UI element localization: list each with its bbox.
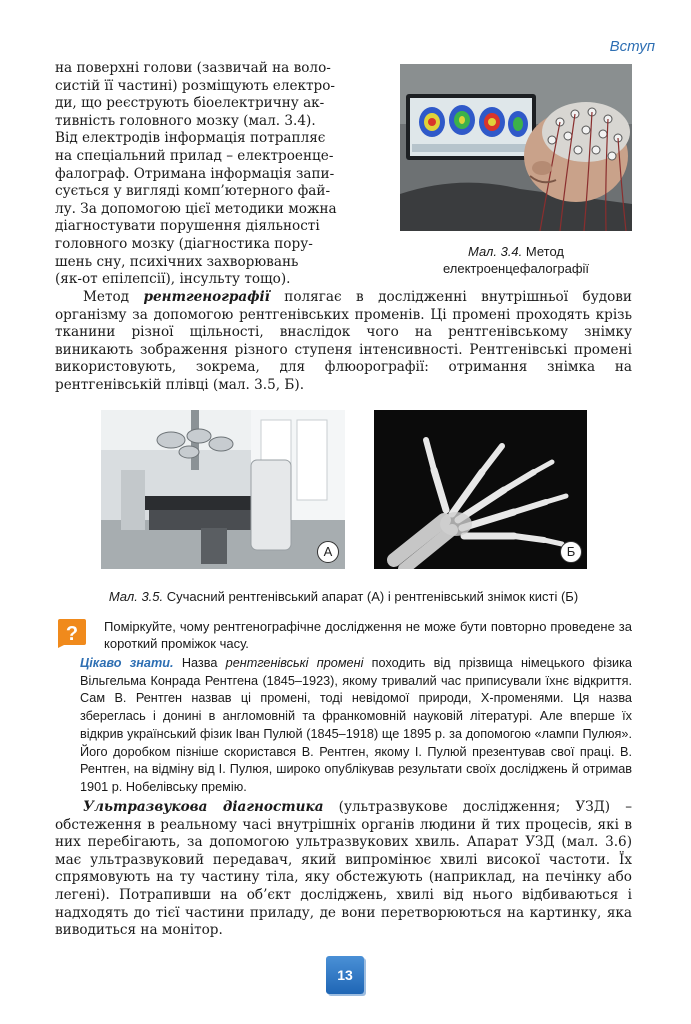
text-line: головного мозку (діагностика пору-: [55, 235, 313, 252]
text-body: полягає в дослідженні внутрішньої будови організму за допомогою рентгенівських променів. Ці промені проходять крізь тканини різної щільності, внаслідок чого на рентгенівському знімку виникають зображення різного ступеня інтенсивності. Рентгенівські промені використовують, зокрема, для флюорографії: отримання знімка на рентгенівській плівці (мал. 3.5, Б).: [55, 289, 632, 393]
text-line: лу. За допомогою цієї методики можна: [55, 200, 337, 217]
svg-text:?: ?: [65, 623, 79, 645]
figure-3-4-caption: [398, 243, 634, 277]
xray-apparatus-photo: [101, 410, 345, 569]
text-line: фалограф. Отримана інформація запи-: [55, 165, 335, 182]
text-line: сується у вигляді комп’ютерного фай-: [55, 183, 331, 200]
fact-term: рентгенівські промені: [225, 656, 364, 670]
text-line: систій її частині) розміщують електро-: [55, 77, 336, 94]
fact-text: походить від прізвища німецького фізика Вільгельма Конрада Рентгена (1845–1923), якому тривалий час приписували їхнє відкриття. Сам В. Рентген назвав ці промені, тоді невідомої природи, Х-променями. Ця назва збереглась і донині в англомовній та франкомовній науковій літературі. Але вперше їх відкрив український фізик Іван Пулюй (1845–1918) ще 1895 р. за допомогою «лампи Пулюя». Його доробком пізніше скористався В. Рентген, якому І. Пулюй презентував свої праці. В. Рентген, на відміну від І. Пулюя, широко опублікував результати своїх досліджень й отримав 1901 р. Нобелівську премію.: [80, 656, 632, 794]
figure-badge-b: Б: [560, 541, 582, 563]
eeg-photo: [400, 64, 632, 231]
section-title: Вступ: [609, 38, 655, 55]
text-lead: Метод: [83, 289, 144, 305]
figure-caption-text: Сучасний рентгенівський апарат (А) і рентгенівський знімок кисті (Б): [166, 589, 579, 604]
figure-badge-a: А: [317, 541, 339, 563]
text-line: Від електродів інформація потрапляє: [55, 130, 326, 147]
figure-label: Мал. 3.4.: [467, 244, 523, 259]
text-line: ди, що реєструють біоелектричну ак-: [55, 95, 325, 112]
figure-3-5-caption: [55, 589, 632, 604]
figure-caption-text: Метод електроенцефалографії: [442, 244, 590, 276]
text-body: (ультразвукове дослідження; УЗД) – обстеження в реальному часі внутрішніх органів людини й тих процесів, які в них перебігають, за допомогою ультразвукових хвиль. Апарат УЗД (мал. 3.6) має ультразвуковий передавач, який випромінює хвилі високої частоти. Їх спрямовують на ту частину тіла, яку обстежують (наприклад, на печінку або легені). Потрапивши на об’єкт досліджень, хвилі від нього відбиваються і надходять до тієї частини приладу, де вони перетворюються на картинку, яка виводиться на монітор.: [55, 799, 633, 939]
ultrasound-paragraph: [55, 799, 632, 940]
hand-xray-photo: [374, 410, 587, 569]
eeg-paragraph: [55, 60, 376, 289]
text-line: на спеціальний прилад – електроенце-: [55, 147, 334, 164]
question-icon: [56, 617, 88, 649]
text-line: діагностувати порушення діяльності: [55, 218, 320, 235]
fact-box: [80, 655, 632, 797]
fact-lead: Цікаво знати.: [80, 656, 174, 670]
text-line: (як-от епілепсії), інсульту тощо).: [55, 271, 291, 288]
text-line: шень сну, психічних захворювань: [55, 253, 299, 270]
term-ultrasound: Ультразвукова діагностика: [83, 799, 324, 815]
term-radiography: рентгенографії: [143, 289, 270, 305]
radiography-paragraph: [55, 289, 632, 395]
text-line: на поверхні голови (зазвичай на воло-: [55, 60, 331, 76]
fact-text: Назва: [173, 656, 226, 670]
page-number: 13: [326, 956, 364, 994]
figure-label: Мал. 3.5.: [108, 589, 164, 604]
question-text: Поміркуйте, чому рентгенографічне дослідження не може бути повторно проведене за короткий проміжок часу.: [104, 619, 632, 651]
text-line: тивність головного мозку (мал. 3.4).: [55, 112, 316, 129]
